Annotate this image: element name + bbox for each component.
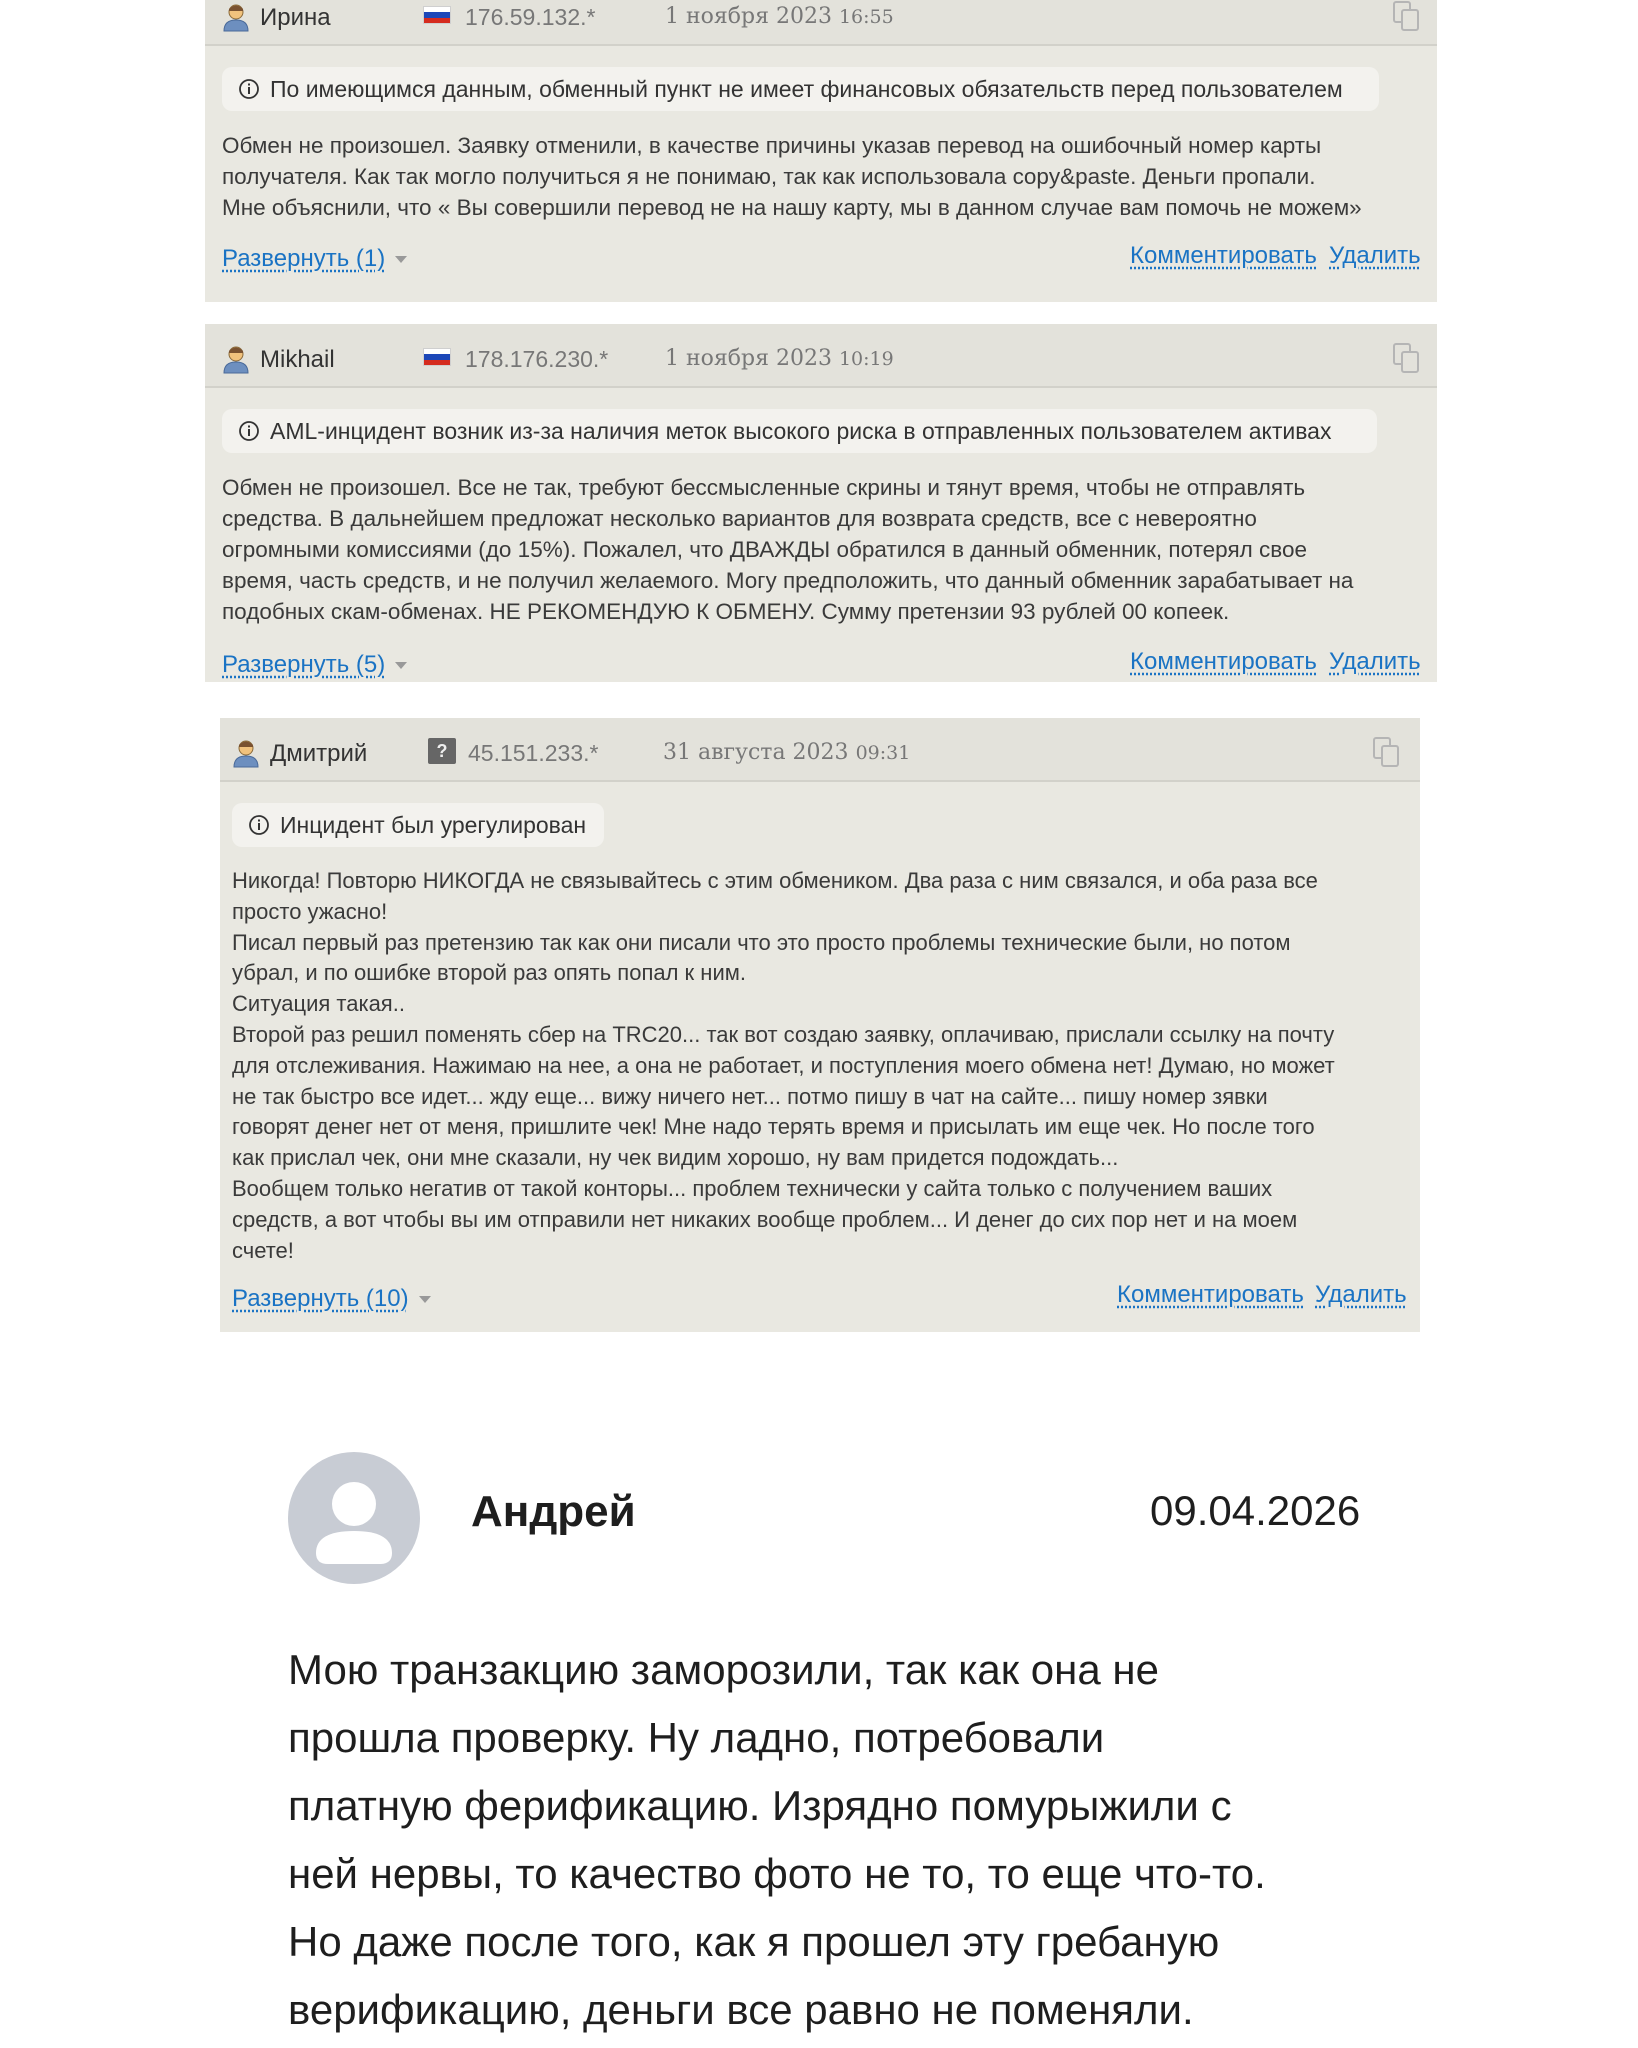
notice-text: AML-инцидент возник из-за наличия меток высокого риска в отправленных пользователем активах [270, 418, 1332, 444]
chevron-down-icon [419, 1296, 431, 1303]
featured-review-author[interactable]: Андрей [471, 1487, 636, 1536]
review-text: Обмен не произошел. Все не так, требуют бессмысленные скрины и тянут время, чтобы не отправлять средства. В дальнейшем предложат несколько вариантов для возврата средств, все с невероятно огромными комиссиями (до 15%). Пожалел, что ДВАЖДЫ обратился в данный обменник, потерял свое время, часть средств, и не получил желаемого. Могу предположить, что данный обменник зарабатывает на подобных скам-обменах. НЕ РЕКОМЕНДУЮ К ОБМЕНУ. Сумму претензии 93 рублей 00 копеек. [222, 475, 1354, 624]
delete-link[interactable]: Удалить [1329, 648, 1421, 675]
review-notice [232, 803, 604, 847]
user-icon [222, 2, 250, 32]
notice-text: Инцидент был урегулирован [280, 812, 587, 838]
review-card [205, 0, 1437, 302]
review-author[interactable]: Ирина [260, 4, 331, 31]
review-date: 1 ноября 2023 10:19 [665, 346, 894, 371]
review-header [205, 324, 1437, 388]
review-ip: 176.59.132.* [465, 4, 596, 30]
review-ip: 45.151.233.* [468, 740, 599, 766]
review-date: 31 августа 2023 09:31 [663, 740, 911, 765]
expand-link[interactable]: Развернуть (1) [222, 245, 407, 273]
review-card [220, 718, 1420, 1332]
user-avatar-icon [288, 1452, 420, 1584]
review-text: Обмен не произошел. Заявку отменили, в качестве причины указав перевод на ошибочный номер карты получателя. Как так могло получиться я не понимаю, так как использовала copy&paste. Деньги пропали. Мне объяснили, что « Вы совершили перевод не на нашу карту, мы в данном случае вам помочь не можем» [222, 133, 1362, 220]
review-notice [222, 409, 1377, 453]
featured-review-text: Мою транзакцию заморозили, так как она не прошла проверку. Ну ладно, потребовали платную ферификацию. Изрядно помурыжили с ней нервы, то качество фото не то, то еще что-то. Но даже после того, как я прошел эту гребаную верификацию, деньги все равно не поменяли. [288, 1646, 1266, 2033]
unknown-country-icon: ? [428, 738, 456, 764]
review-author[interactable]: Дмитрий [270, 740, 368, 767]
user-icon [222, 344, 250, 374]
comment-link[interactable]: Комментировать [1130, 242, 1317, 269]
review-author[interactable]: Mikhail [260, 346, 335, 373]
review-text: Никогда! Повторю НИКОГДА не связывайтесь с этим обмеником. Два раза с ним связался, и оба раза все просто ужасно! Писал первый раз претензию так как они писали что это просто проблемы технические были, но потом убрал, и по ошибке второй раз опять попал к ним. Ситуация такая.. Второй раз решил поменять сбер на TRC20... так вот создаю заявку, оплачиваю, прислали ссылку на почту для отслеживания. Нажимаю на нее, а она не работает, и поступления моего обмена нет! Думаю, но может не так быстро все идет... жду еще... вижу ничего нет... потмо пишу в чат на сайте... пишу номер зявки говорят денег нет от меня, пришлите чек! Мне надо терять время и присылать им еще чек. Но после того как прислал чек, они мне сказали, ну чек видим хорошо, ну вам придется подождать... Вообщем только негатив от такой конторы... проблем технически у сайта только с получением ваших средств, а вот чтобы вы им отправили нет никаких вообще проблем... И денег до сих пор нет и на моем счете! [232, 868, 1335, 1263]
comment-link[interactable]: Комментировать [1130, 648, 1317, 675]
info-icon [238, 420, 260, 442]
chevron-down-icon [395, 662, 407, 669]
expand-link[interactable]: Развернуть (10) [232, 1285, 431, 1313]
copy-icon[interactable] [1392, 0, 1422, 32]
notice-text: По имеющимся данным, обменный пункт не имеет финансовых обязательств перед пользователем [270, 76, 1343, 102]
review-ip: 178.176.230.* [465, 346, 609, 372]
expand-link[interactable]: Развернуть (5) [222, 651, 407, 679]
info-icon [238, 78, 260, 100]
russia-flag-icon [423, 348, 451, 366]
copy-icon[interactable] [1372, 736, 1402, 768]
review-card [205, 324, 1437, 682]
delete-link[interactable]: Удалить [1329, 242, 1421, 269]
info-icon [248, 814, 270, 836]
russia-flag-icon [423, 6, 451, 24]
review-header [205, 0, 1437, 46]
review-date: 1 ноября 2023 16:55 [665, 4, 894, 29]
featured-review-date: 09.04.2026 [1150, 1487, 1361, 1534]
review-header [220, 718, 1420, 782]
chevron-down-icon [395, 256, 407, 263]
delete-link[interactable]: Удалить [1315, 1281, 1407, 1308]
review-notice [222, 67, 1379, 111]
comment-link[interactable]: Комментировать [1117, 1281, 1304, 1308]
copy-icon[interactable] [1392, 342, 1422, 374]
user-icon [232, 738, 260, 768]
